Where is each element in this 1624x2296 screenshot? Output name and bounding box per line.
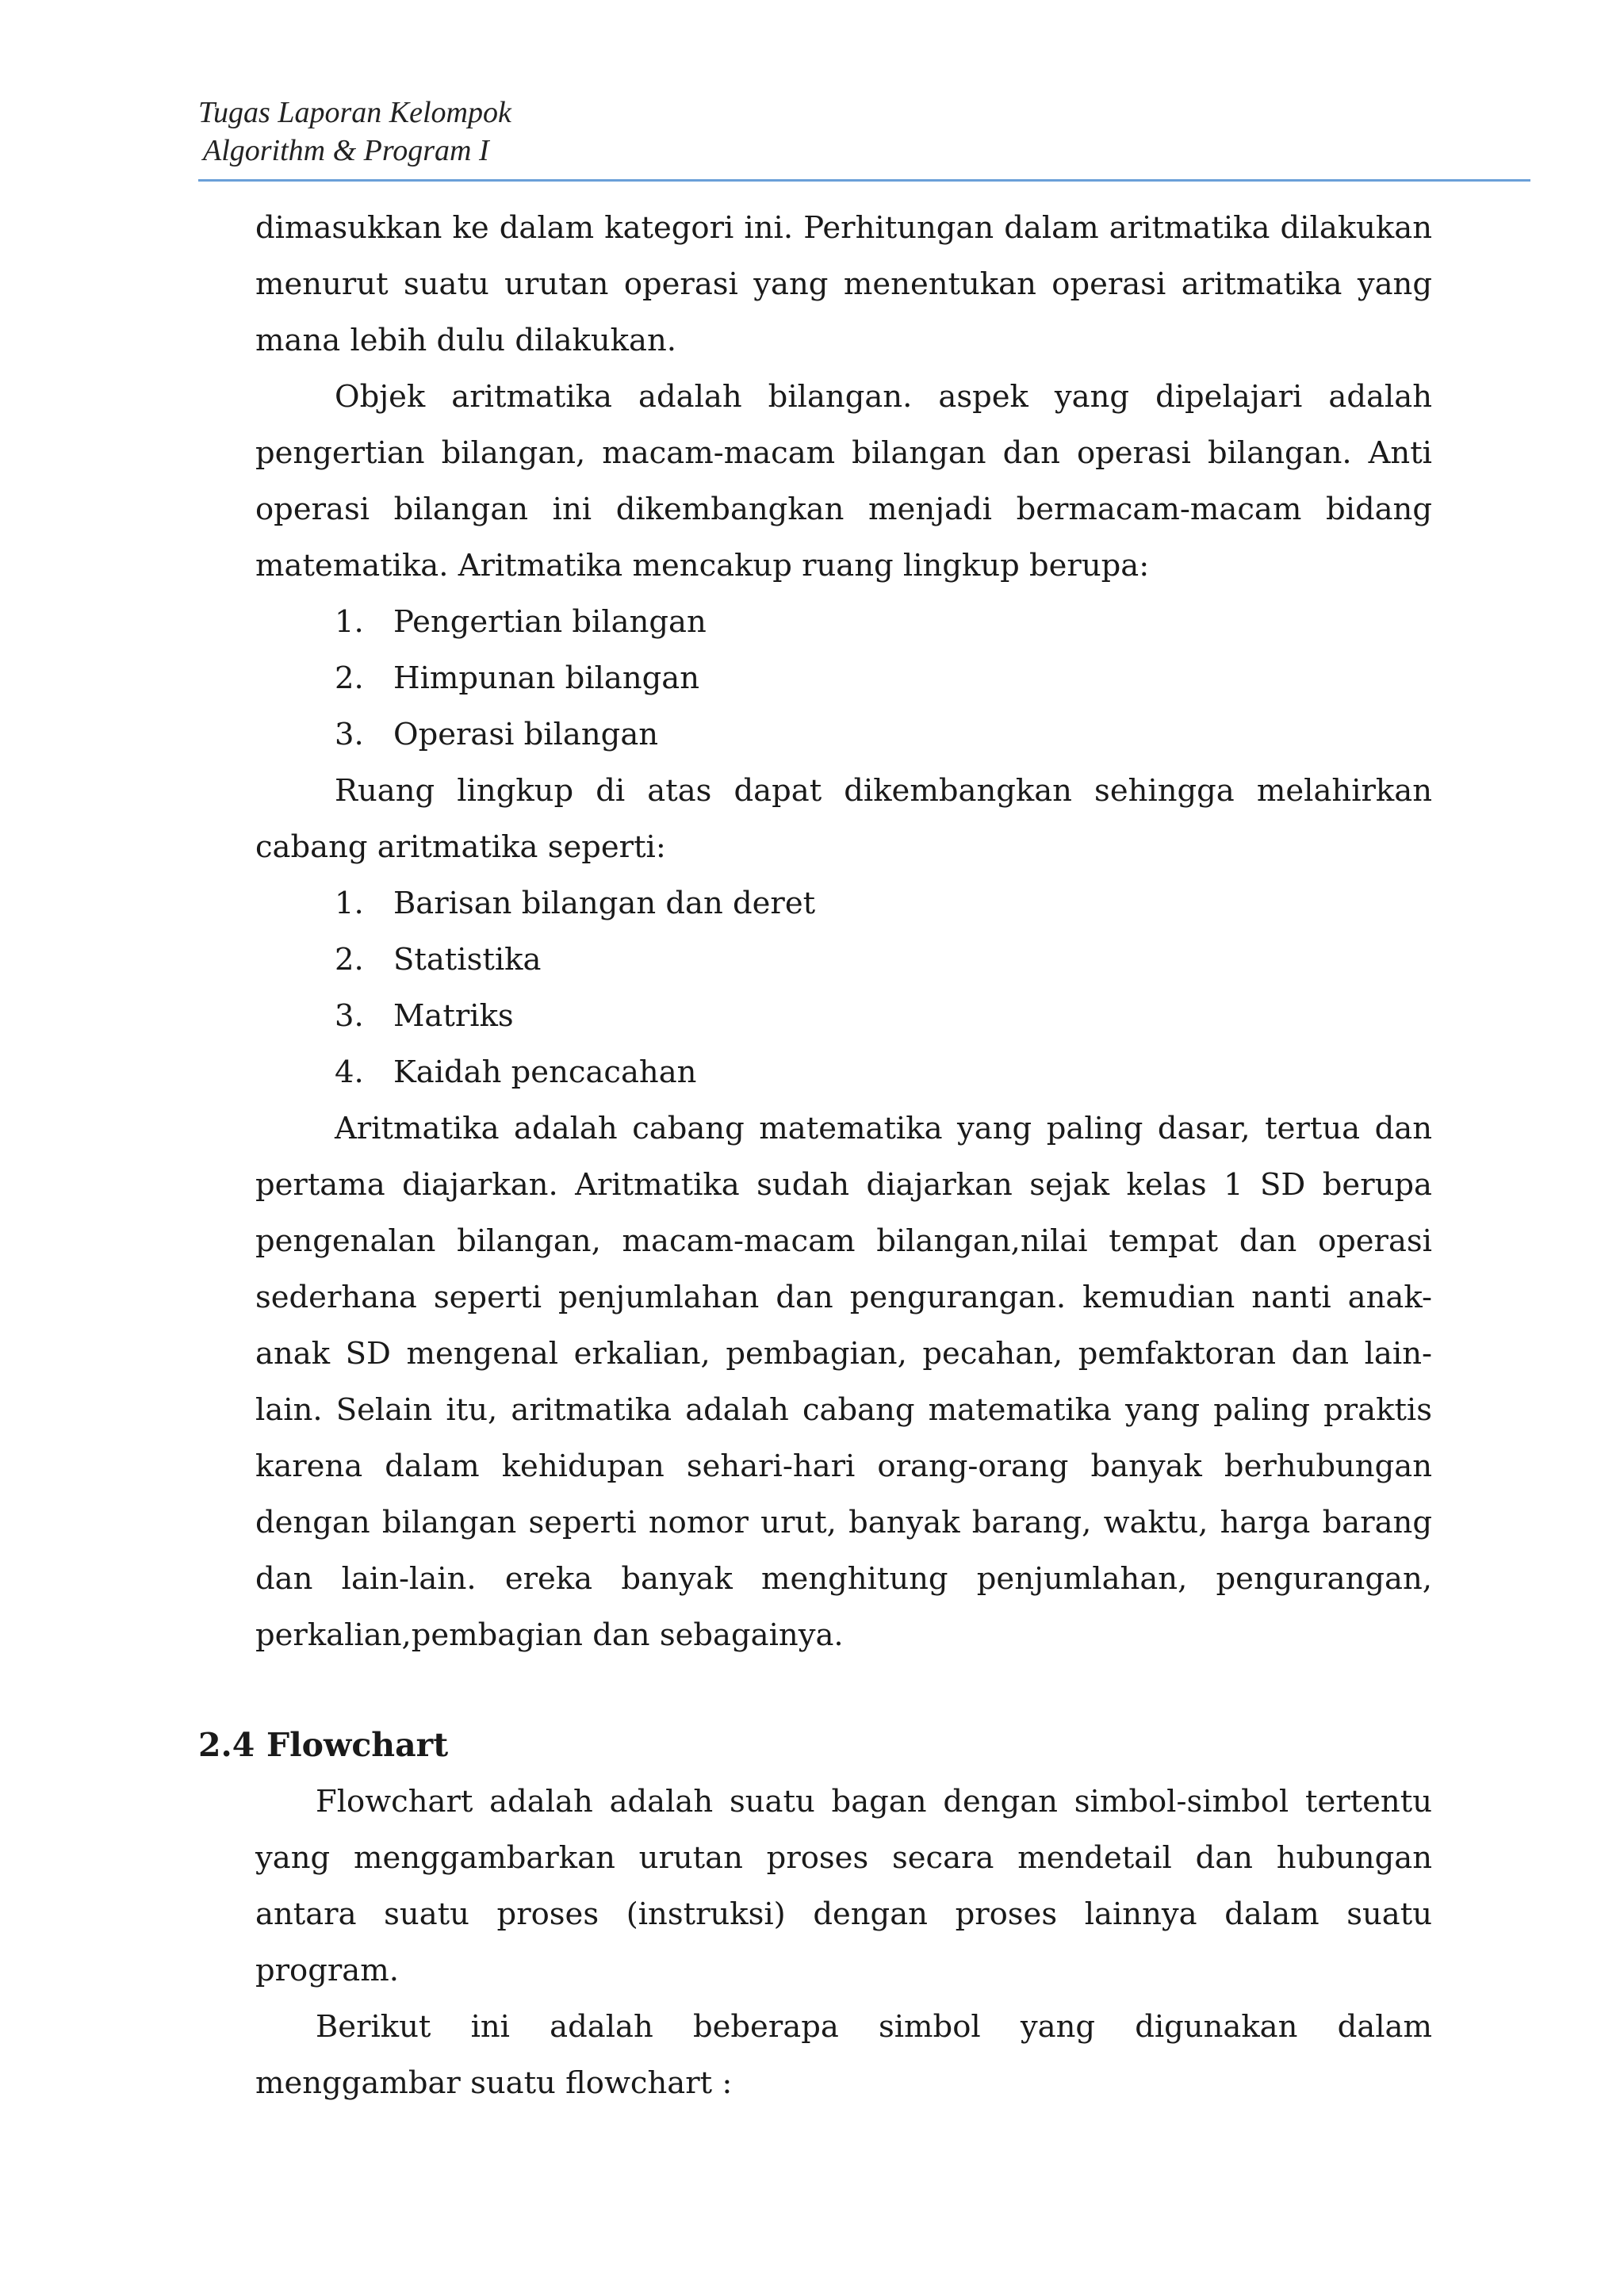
list-item: [335, 988, 1432, 1044]
list-item-number: 1.: [335, 886, 364, 921]
list-item: [335, 932, 1432, 988]
list-item-text: Himpunan bilangan: [393, 660, 700, 696]
header-divider: [198, 179, 1530, 182]
list-cabang-aritmatika: [255, 875, 1432, 1100]
list-item: [335, 650, 1432, 706]
paragraph-flowchart-definition: Flowchart adalah adalah suatu bagan dengan simbol-simbol tertentu yang menggambarkan urutan proses secara mendetail dan hubungan antara suatu proses (instruksi) dengan proses lainnya dalam suatu program.: [255, 1784, 1432, 1988]
list-item: [335, 875, 1432, 932]
list-item: [335, 1044, 1432, 1100]
list-item-number: 3.: [335, 717, 364, 752]
list-item-number: 4.: [335, 1054, 364, 1090]
section-title: Flowchart: [266, 1726, 449, 1764]
list-item-text: Kaidah pencacahan: [393, 1054, 697, 1090]
section-heading: [198, 1717, 1432, 1774]
list-item-text: Barisan bilangan dan deret: [393, 886, 816, 921]
list-item-number: 2.: [335, 942, 364, 978]
paragraph-objek-aritmatika: Objek aritmatika adalah bilangan. aspek yang dipelajari adalah pengertian bilangan, macam-macam bilangan dan operasi bilangan. Anti operasi bilangan ini dikembangkan menjadi bermacam-macam bidang matematika. Aritmatika mencakup ruang lingkup berupa:: [255, 379, 1432, 584]
header-title: Tugas Laporan Kelompok: [198, 96, 511, 129]
list-item-text: Operasi bilangan: [393, 717, 659, 752]
paragraph-flowchart-symbols: Berikut ini adalah beberapa simbol yang digunakan dalam menggambar suatu flowchart :: [255, 2009, 1432, 2101]
list-item: [335, 594, 1432, 650]
list-item-number: 3.: [335, 998, 364, 1034]
paragraph-ruang-lingkup: Ruang lingkup di atas dapat dikembangkan sehingga melahirkan cabang aritmatika seperti:: [255, 773, 1432, 865]
list-item: [335, 706, 1432, 763]
list-item-text: Matriks: [393, 998, 514, 1034]
list-ruang-lingkup: [255, 594, 1432, 763]
list-item-number: 1.: [335, 604, 364, 640]
paragraph-aritmatika-dasar: Aritmatika adalah cabang matematika yang paling dasar, tertua dan pertama diajarkan. Aritmatika sudah diajarkan sejak kelas 1 SD berupa pengenalan bilangan, macam-macam bilangan,nilai tempat dan operasi sederhana seperti penjumlahan dan pengurangan. kemudian nanti anak-anak SD mengenal erkalian, pembagian, pecahan, pemfaktoran dan lain-lain. Selain itu, aritmatika adalah cabang matematika yang paling praktis karena dalam kehidupan sehari-hari orang-orang banyak berhubungan dengan bilangan seperti nomor urut, banyak barang, waktu, harga barang dan lain-lain. ereka banyak menghitung penjumlahan, pengurangan, perkalian,pembagian dan sebagainya.: [255, 1111, 1432, 1653]
list-item-text: Statistika: [393, 942, 542, 978]
list-item-number: 2.: [335, 660, 364, 696]
header-subtitle: Algorithm & Program I: [203, 134, 489, 167]
document-body: [198, 200, 1432, 2111]
list-item-text: Pengertian bilangan: [393, 604, 707, 640]
section-number: 2.4: [198, 1726, 255, 1764]
page-header: [198, 94, 1530, 170]
paragraph-intro-continued: dimasukkan ke dalam kategori ini. Perhitungan dalam aritmatika dilakukan menurut suatu urutan operasi yang menentukan operasi aritmatika yang mana lebih dulu dilakukan.: [255, 210, 1432, 358]
